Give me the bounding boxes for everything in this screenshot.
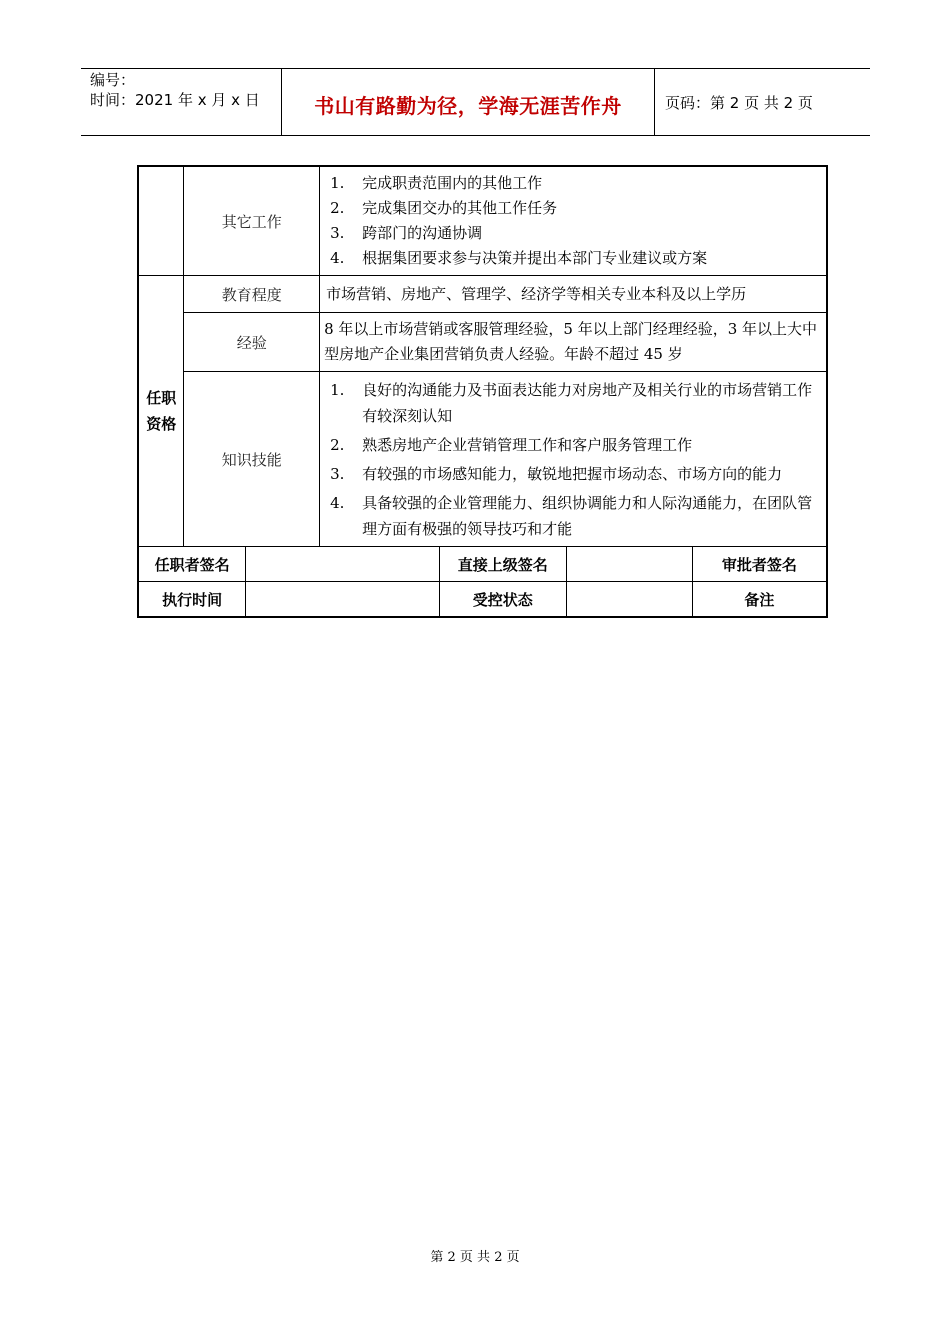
- page-footer: 第 2 页 共 2 页: [430, 1250, 520, 1265]
- table-row: [138, 582, 827, 618]
- list-item-number: 2.: [330, 199, 345, 217]
- approver-signature-label: 审批者签名: [721, 555, 797, 574]
- list-item: [326, 196, 822, 221]
- list-item-number: 2.: [330, 435, 345, 454]
- list-item: [326, 246, 822, 271]
- list-item: [326, 432, 822, 458]
- qualification-group-text: 任职资格: [146, 389, 177, 433]
- control-status-field[interactable]: [566, 582, 692, 618]
- list-item-number: 1.: [330, 174, 345, 192]
- list-item-number: 4.: [330, 493, 345, 512]
- header-page-label: 页码：第 2 页 共 2 页: [665, 94, 813, 112]
- skills-label: 知识技能: [184, 372, 320, 547]
- skills-list: [326, 377, 822, 542]
- table-row: [138, 372, 827, 547]
- supervisor-signature-field[interactable]: [566, 547, 692, 582]
- header-top-rule: [81, 68, 870, 69]
- other-work-label: 其它工作: [184, 166, 320, 276]
- other-work-list: [326, 171, 822, 271]
- qualification-group-label: [138, 276, 184, 547]
- list-item-text: 熟悉房地产企业营销管理工作和客户服务管理工作: [362, 435, 693, 454]
- execution-time-label: 执行时间: [138, 582, 246, 618]
- control-status-label: 受控状态: [439, 582, 566, 618]
- empty-group-cell: [138, 166, 184, 276]
- list-item-text: 良好的沟通能力及书面表达能力对房地产及相关行业的市场营销工作有较深刻认知: [362, 380, 813, 425]
- document-number-label: 编号：: [90, 71, 136, 89]
- table-row: [138, 313, 827, 372]
- skills-content: [320, 372, 827, 547]
- list-item-number: 3.: [330, 464, 345, 483]
- experience-content: 8 年以上市场营销或客服管理经验，5 年以上部门经理经验，3 年以上大中型房地产企业集团营销负责人经验。年龄不超过 45 岁: [320, 313, 827, 372]
- header-motto: 书山有路勤为径，学海无涯苦作舟: [314, 94, 622, 118]
- document-date-label: 时间：2021 年 x 月 x 日: [90, 91, 260, 109]
- list-item-text: 完成职责范围内的其他工作: [362, 174, 543, 192]
- execution-time-field[interactable]: [246, 582, 439, 618]
- approver-signature-cell: [692, 547, 827, 582]
- remarks-label: 备注: [692, 582, 827, 618]
- header-bottom-rule: [81, 135, 870, 136]
- job-description-table: [137, 165, 828, 618]
- list-item-text: 跨部门的沟通协调: [362, 224, 483, 242]
- list-item: [326, 377, 822, 429]
- list-item: [326, 461, 822, 487]
- other-work-content: [320, 166, 827, 276]
- list-item: [326, 490, 822, 542]
- education-content: 市场营销、房地产、管理学、经济学等相关专业本科及以上学历: [320, 276, 827, 313]
- list-item-text: 完成集团交办的其他工作任务: [362, 199, 558, 217]
- supervisor-signature-label: 直接上级签名: [439, 547, 566, 582]
- education-label: 教育程度: [184, 276, 320, 313]
- table-row: [138, 276, 827, 313]
- list-item: [326, 171, 822, 196]
- list-item-number: 4.: [330, 249, 345, 267]
- incumbent-signature-field[interactable]: [246, 547, 439, 582]
- table-row: [138, 166, 827, 276]
- header-meta: [90, 70, 260, 110]
- list-item-text: 具备较强的企业管理能力、组织协调能力和人际沟通能力，在团队管理方面有极强的领导技巧和才能: [362, 493, 813, 538]
- list-item-number: 1.: [330, 380, 345, 399]
- header-divider-right: [654, 68, 655, 135]
- list-item-text: 有较强的市场感知能力，敏锐地把握市场动态、市场方向的能力: [362, 464, 783, 483]
- experience-label: 经验: [184, 313, 320, 372]
- incumbent-signature-label: 任职者签名: [138, 547, 246, 582]
- list-item-number: 3.: [330, 224, 345, 242]
- table-row: [138, 547, 827, 582]
- list-item: [326, 221, 822, 246]
- list-item-text: 根据集团要求参与决策并提出本部门专业建议或方案: [362, 249, 708, 267]
